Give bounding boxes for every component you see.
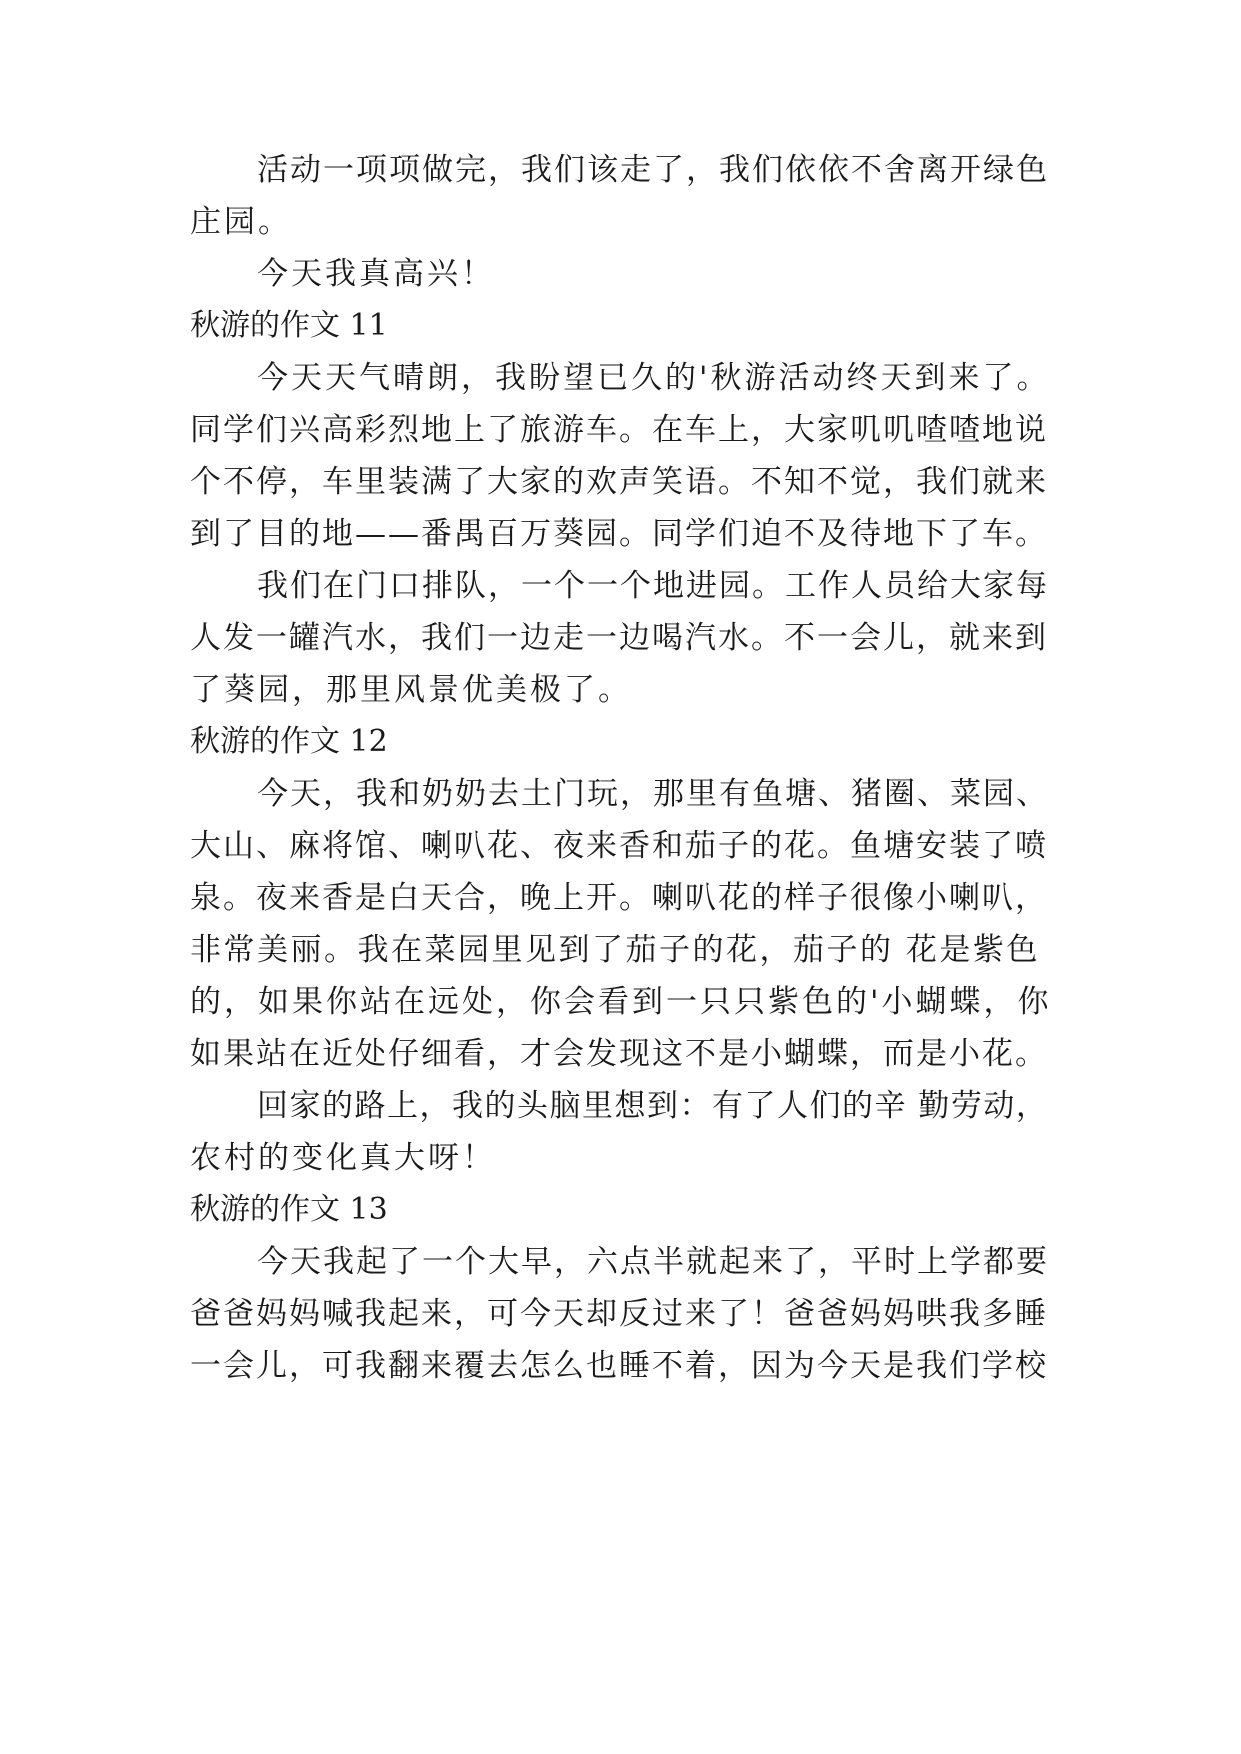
text-line: 的，如果你站在远处，你会看到一只只紫色的'小蝴蝶，你 (190, 984, 1052, 1020)
text-line: 了葵园，那里风景优美极了。 (190, 672, 632, 708)
section-heading: 秋游的作文 13 (190, 1192, 388, 1227)
text-line: 如果站在近处仔细看，才会发现这不是小蝴蝶，而是小花。 (190, 1036, 1048, 1072)
text-line: 一会儿，可我翻来覆去怎么也睡不着，因为今天是我们学校 (190, 1348, 1048, 1384)
section-heading: 秋游的作文 12 (190, 724, 388, 759)
text-line: 泉。夜来香是白天合，晚上开。喇叭花的样子很像小喇叭， (190, 880, 1048, 916)
text-line: 农村的变化真大呀！ (190, 1140, 496, 1176)
text-line: 今天我起了一个大早，六点半就起来了，平时上学都要 (257, 1244, 1049, 1280)
text-line: 今天，我和奶奶去土门玩，那里有鱼塘、猪圈、菜园、 (257, 776, 1049, 812)
text-line: 回家的路上，我的头脑里想到：有了人们的辛 勤劳动， (257, 1088, 1049, 1124)
text-line: 庄园。 (190, 204, 292, 240)
text-line: 我们在门口排队，一个一个地进园。工作人员给大家每 (257, 568, 1049, 604)
text-line: 今天我真高兴！ (257, 256, 495, 292)
text-line: 爸爸妈妈喊我起来，可今天却反过来了！爸爸妈妈哄我多睡 (190, 1296, 1048, 1332)
text-line: 今天天气晴朗，我盼望已久的'秋游活动终天到来了。 (257, 360, 1051, 396)
text-line: 人发一罐汽水，我们一边走一边喝汽水。不一会儿，就来到 (190, 620, 1048, 656)
text-line: 大山、麻将馆、喇叭花、夜来香和茄子的花。鱼塘安装了喷 (190, 828, 1048, 864)
text-line: 活动一项项做完，我们该走了，我们依依不舍离开绿色 (257, 152, 1049, 188)
text-line: 个不停，车里装满了大家的欢声笑语。不知不觉，我们就来 (190, 464, 1048, 500)
text-line: 非常美丽。我在菜园里见到了茄子的花，茄子的 花是紫色 (190, 932, 1040, 968)
section-heading: 秋游的作文 11 (190, 308, 388, 343)
text-line: 同学们兴高彩烈地上了旅游车。在车上，大家叽叽喳喳地说 (190, 412, 1048, 448)
text-line: 到了目的地——番禺百万葵园。同学们迫不及待地下了车。 (190, 516, 1048, 552)
